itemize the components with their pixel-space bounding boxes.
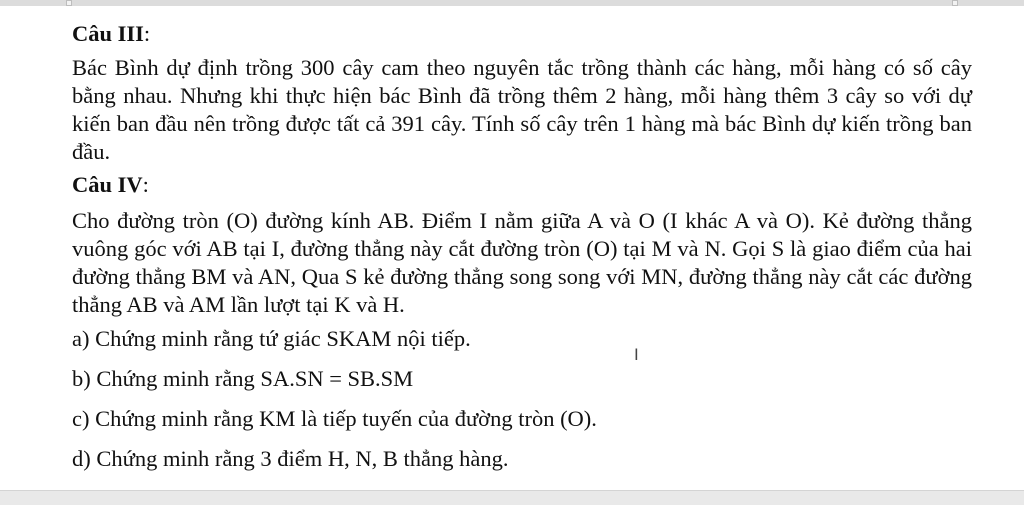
question-4-heading	[72, 171, 972, 199]
question-4-item-d: d) Chứng minh rằng 3 điểm H, N, B thẳng hàng.	[72, 446, 509, 471]
question-4-item-b: b) Chứng minh rằng SA.SN = SB.SM	[72, 366, 414, 391]
document-content[interactable]	[72, 20, 972, 473]
question-4-text: Cho đường tròn (O) đường kính AB. Điểm I nằm giữa A và O (I khác A và O). Kẻ đường thẳng vuông góc với AB tại I, đường thẳng này cắt đường tròn (O) tại M và N. Gọi S là giao điểm của hai đường thẳng BM và AN, Qua S kẻ đường thẳng song song với MN, đường thẳng này cắt các đường thẳng AB và AM lần lượt tại K và H.	[72, 208, 972, 317]
question-3-text: Bác Bình dự định trồng 300 cây cam theo nguyên tắc trồng thành các hàng, mỗi hàng có số cây bằng nhau. Nhưng khi thực hiện bác Bình đã trồng thêm 2 hàng, mỗi hàng thêm 3 cây so với dự kiến ban đầu nên trồng được tất cả 391 cây. Tính số cây trên 1 hàng mà bác Bình dự kiến trồng ban đầu.	[72, 55, 972, 164]
question-3-title: Câu III	[72, 21, 144, 46]
document-page[interactable]	[0, 6, 1024, 490]
question-4-item-c: c) Chứng minh rằng KM là tiếp tuyến của đường tròn (O).	[72, 406, 597, 431]
question-3-heading	[72, 20, 972, 48]
question-4-item-a: a) Chứng minh rằng tứ giác SKAM nội tiếp.	[72, 326, 471, 351]
question-4-title: Câu IV	[72, 172, 143, 197]
bottom-bar	[0, 490, 1024, 505]
question-3-colon: :	[143, 21, 151, 46]
question-4-colon: :	[142, 172, 149, 197]
text-cursor-icon: I	[634, 345, 639, 364]
